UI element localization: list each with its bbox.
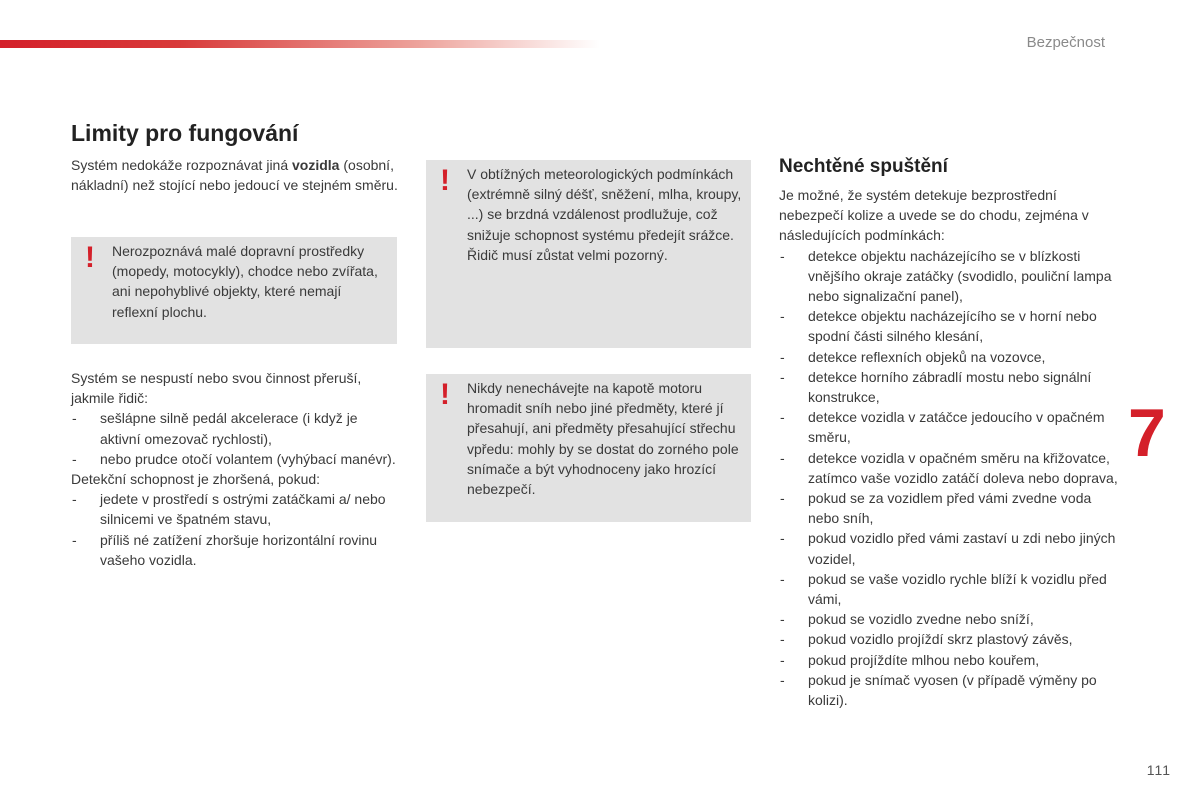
header-accent-bar — [0, 40, 600, 48]
reduced-list — [71, 489, 401, 570]
page-number: 111 — [1146, 762, 1171, 778]
limitations-section — [71, 368, 401, 570]
list-item: - sešlápne silně pedál akcelerace (i když je aktivní omezovač rychlosti), — [71, 408, 401, 448]
list-item: - pokud projíždíte mlhou nebo kouřem, — [779, 650, 1119, 670]
warning-note-snow-hood — [426, 374, 751, 522]
unwanted-intro: Je možné, že systém detekuje bezprostřední nebezpečí kolize a uvede se do chodu, zejména v následujících podmínkách: — [779, 187, 1089, 244]
intro-text-2: (osobní, nákladní) než stojící nebo jedoucí ve stejném směru. — [71, 157, 398, 194]
unwanted-activation-section — [779, 185, 1119, 710]
reduced-intro: Detekční schopnost je zhoršená, pokud: — [71, 471, 321, 488]
list-item: - detekce vozidla v zatáčce jedoucího v opačném směru, — [779, 407, 1119, 447]
list-item: - pokud se vozidlo zvedne nebo sníží, — [779, 609, 1119, 629]
unwanted-list — [779, 246, 1119, 711]
list-item: - nebo prudce otočí volantem (vyhýbací manévr). — [71, 449, 401, 469]
stop-intro: Systém se nespustí nebo svou činnost přeruší, jakmile řidič: — [71, 370, 362, 407]
list-item: - pokud vozidlo před vámi zastaví u zdi nebo jiných vozidel, — [779, 528, 1119, 568]
section-label: Bezpečnost — [1026, 34, 1105, 51]
warning-note-small-vehicles — [71, 237, 397, 344]
list-item: - detekce horního zábradlí mostu nebo signální konstrukce, — [779, 367, 1119, 407]
warning-note-text: V obtížných meteorologických podmínkách (extrémně silný déšť, sněžení, mlha, kroupy, ...) se brzdná vzdálenost prodlužuje, což snižuje schopnost systému předejít srážce. Řidič musí zůstat velmi pozorný. — [467, 166, 742, 263]
intro-paragraph — [71, 155, 401, 195]
warning-icon: ! — [440, 378, 450, 411]
list-item: - detekce objektu nacházejícího se v horní nebo spodní části silného klesání, — [779, 306, 1119, 346]
list-item: - jedete v prostředí s ostrými zatáčkami a/ nebo silnicemi ve špatném stavu, — [71, 489, 401, 529]
chapter-number: 7 — [1128, 395, 1166, 471]
page-title: Limity pro fungování — [71, 120, 299, 146]
intro-text-1: Systém nedokáže rozpoznávat jiná — [71, 157, 293, 173]
list-item: - detekce objektu nacházejícího se v blízkosti vnějšího okraje zatáčky (svodidlo, pouliční lampa nebo signalizační panel), — [779, 246, 1119, 307]
intro-bold-word: vozidla — [292, 157, 340, 173]
list-item: - detekce vozidla v opačném směru na křižovatce, zatímco vaše vozidlo zatáčí doleva nebo doprava, — [779, 448, 1119, 488]
warning-note-text: Nerozpoznává malé dopravní prostředky (mopedy, motocykly), chodce nebo zvířata, ani nepohyblivé objekty, které nemají reflexní plochu. — [112, 243, 378, 320]
list-item: - detekce reflexních objeků na vozovce, — [779, 347, 1119, 367]
stop-list — [71, 408, 401, 469]
warning-icon: ! — [440, 164, 450, 197]
list-item: - pokud vozidlo projíždí skrz plastový závěs, — [779, 629, 1119, 649]
warning-note-weather — [426, 160, 751, 348]
list-item: - pokud je snímač vyosen (v případě výměny po kolizi). — [779, 670, 1119, 710]
list-item: - příliš né zatížení zhoršuje horizontální rovinu vašeho vozidla. — [71, 530, 401, 570]
warning-note-text: Nikdy nenechávejte na kapotě motoru hromadit sníh nebo jiné předměty, které jí přesahují, ani předměty přesahující střechu vpředu: mohly by se dostat do zorného pole snímače a být vyhodnoceny jako hrozící nebezpečí. — [467, 380, 739, 498]
list-item: - pokud se vaše vozidlo rychle blíží k vozidlu před vámi, — [779, 569, 1119, 609]
section-subtitle: Nechtěné spuštění — [779, 156, 948, 177]
list-item: - pokud se za vozidlem před vámi zvedne voda nebo sníh, — [779, 488, 1119, 528]
warning-icon: ! — [85, 241, 95, 274]
